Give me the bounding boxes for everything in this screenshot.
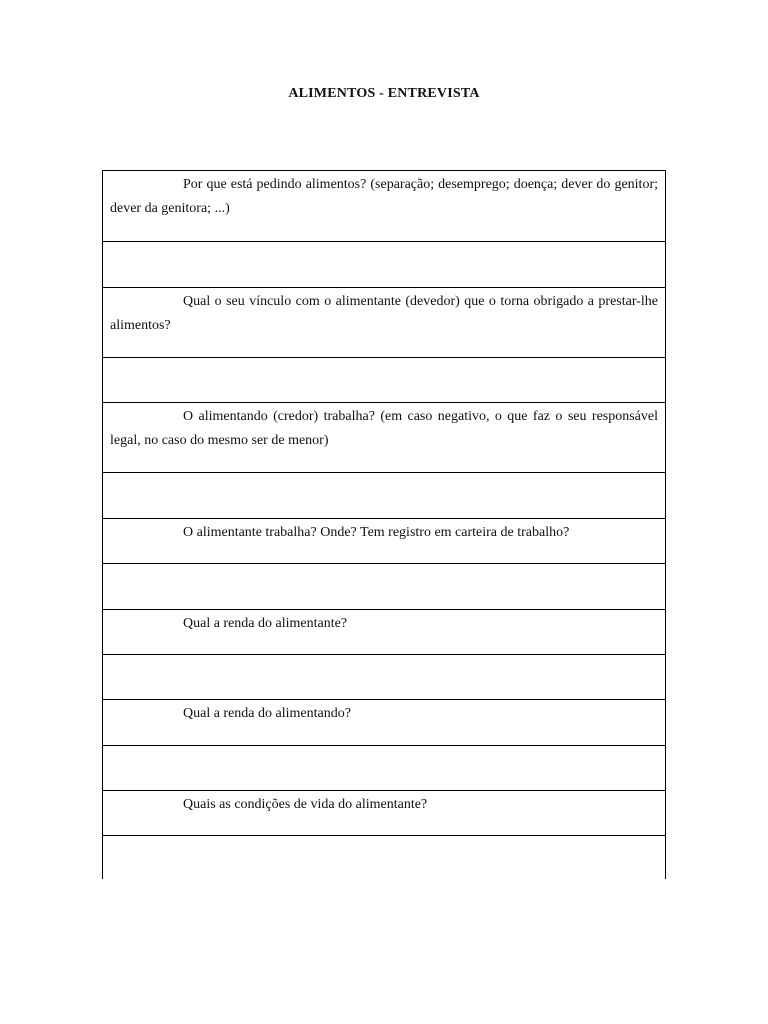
question-cell: Por que está pedindo alimentos? (separação; desemprego; doença; dever do genitor; dever da genitora; ...) (103, 171, 665, 242)
answer-cell[interactable] (103, 564, 665, 610)
answer-cell[interactable] (103, 358, 665, 403)
answer-cell[interactable] (103, 655, 665, 700)
document-title: ALIMENTOS - ENTREVISTA (288, 86, 480, 101)
interview-table (102, 170, 666, 879)
question-cell: Quais as condições de vida do alimentante? (103, 791, 665, 836)
answer-cell[interactable] (103, 473, 665, 519)
question-cell: O alimentando (credor) trabalha? (em caso negativo, o que faz o seu responsável legal, no caso do mesmo ser de menor) (103, 403, 665, 473)
answer-cell[interactable] (103, 746, 665, 791)
question-cell: Qual a renda do alimentante? (103, 610, 665, 655)
answer-cell[interactable] (103, 836, 665, 879)
answer-cell[interactable] (103, 242, 665, 288)
question-cell: O alimentante trabalha? Onde? Tem registro em carteira de trabalho? (103, 519, 665, 564)
question-cell: Qual a renda do alimentando? (103, 700, 665, 746)
question-cell: Qual o seu vínculo com o alimentante (devedor) que o torna obrigado a prestar-lhe alimentos? (103, 288, 665, 358)
